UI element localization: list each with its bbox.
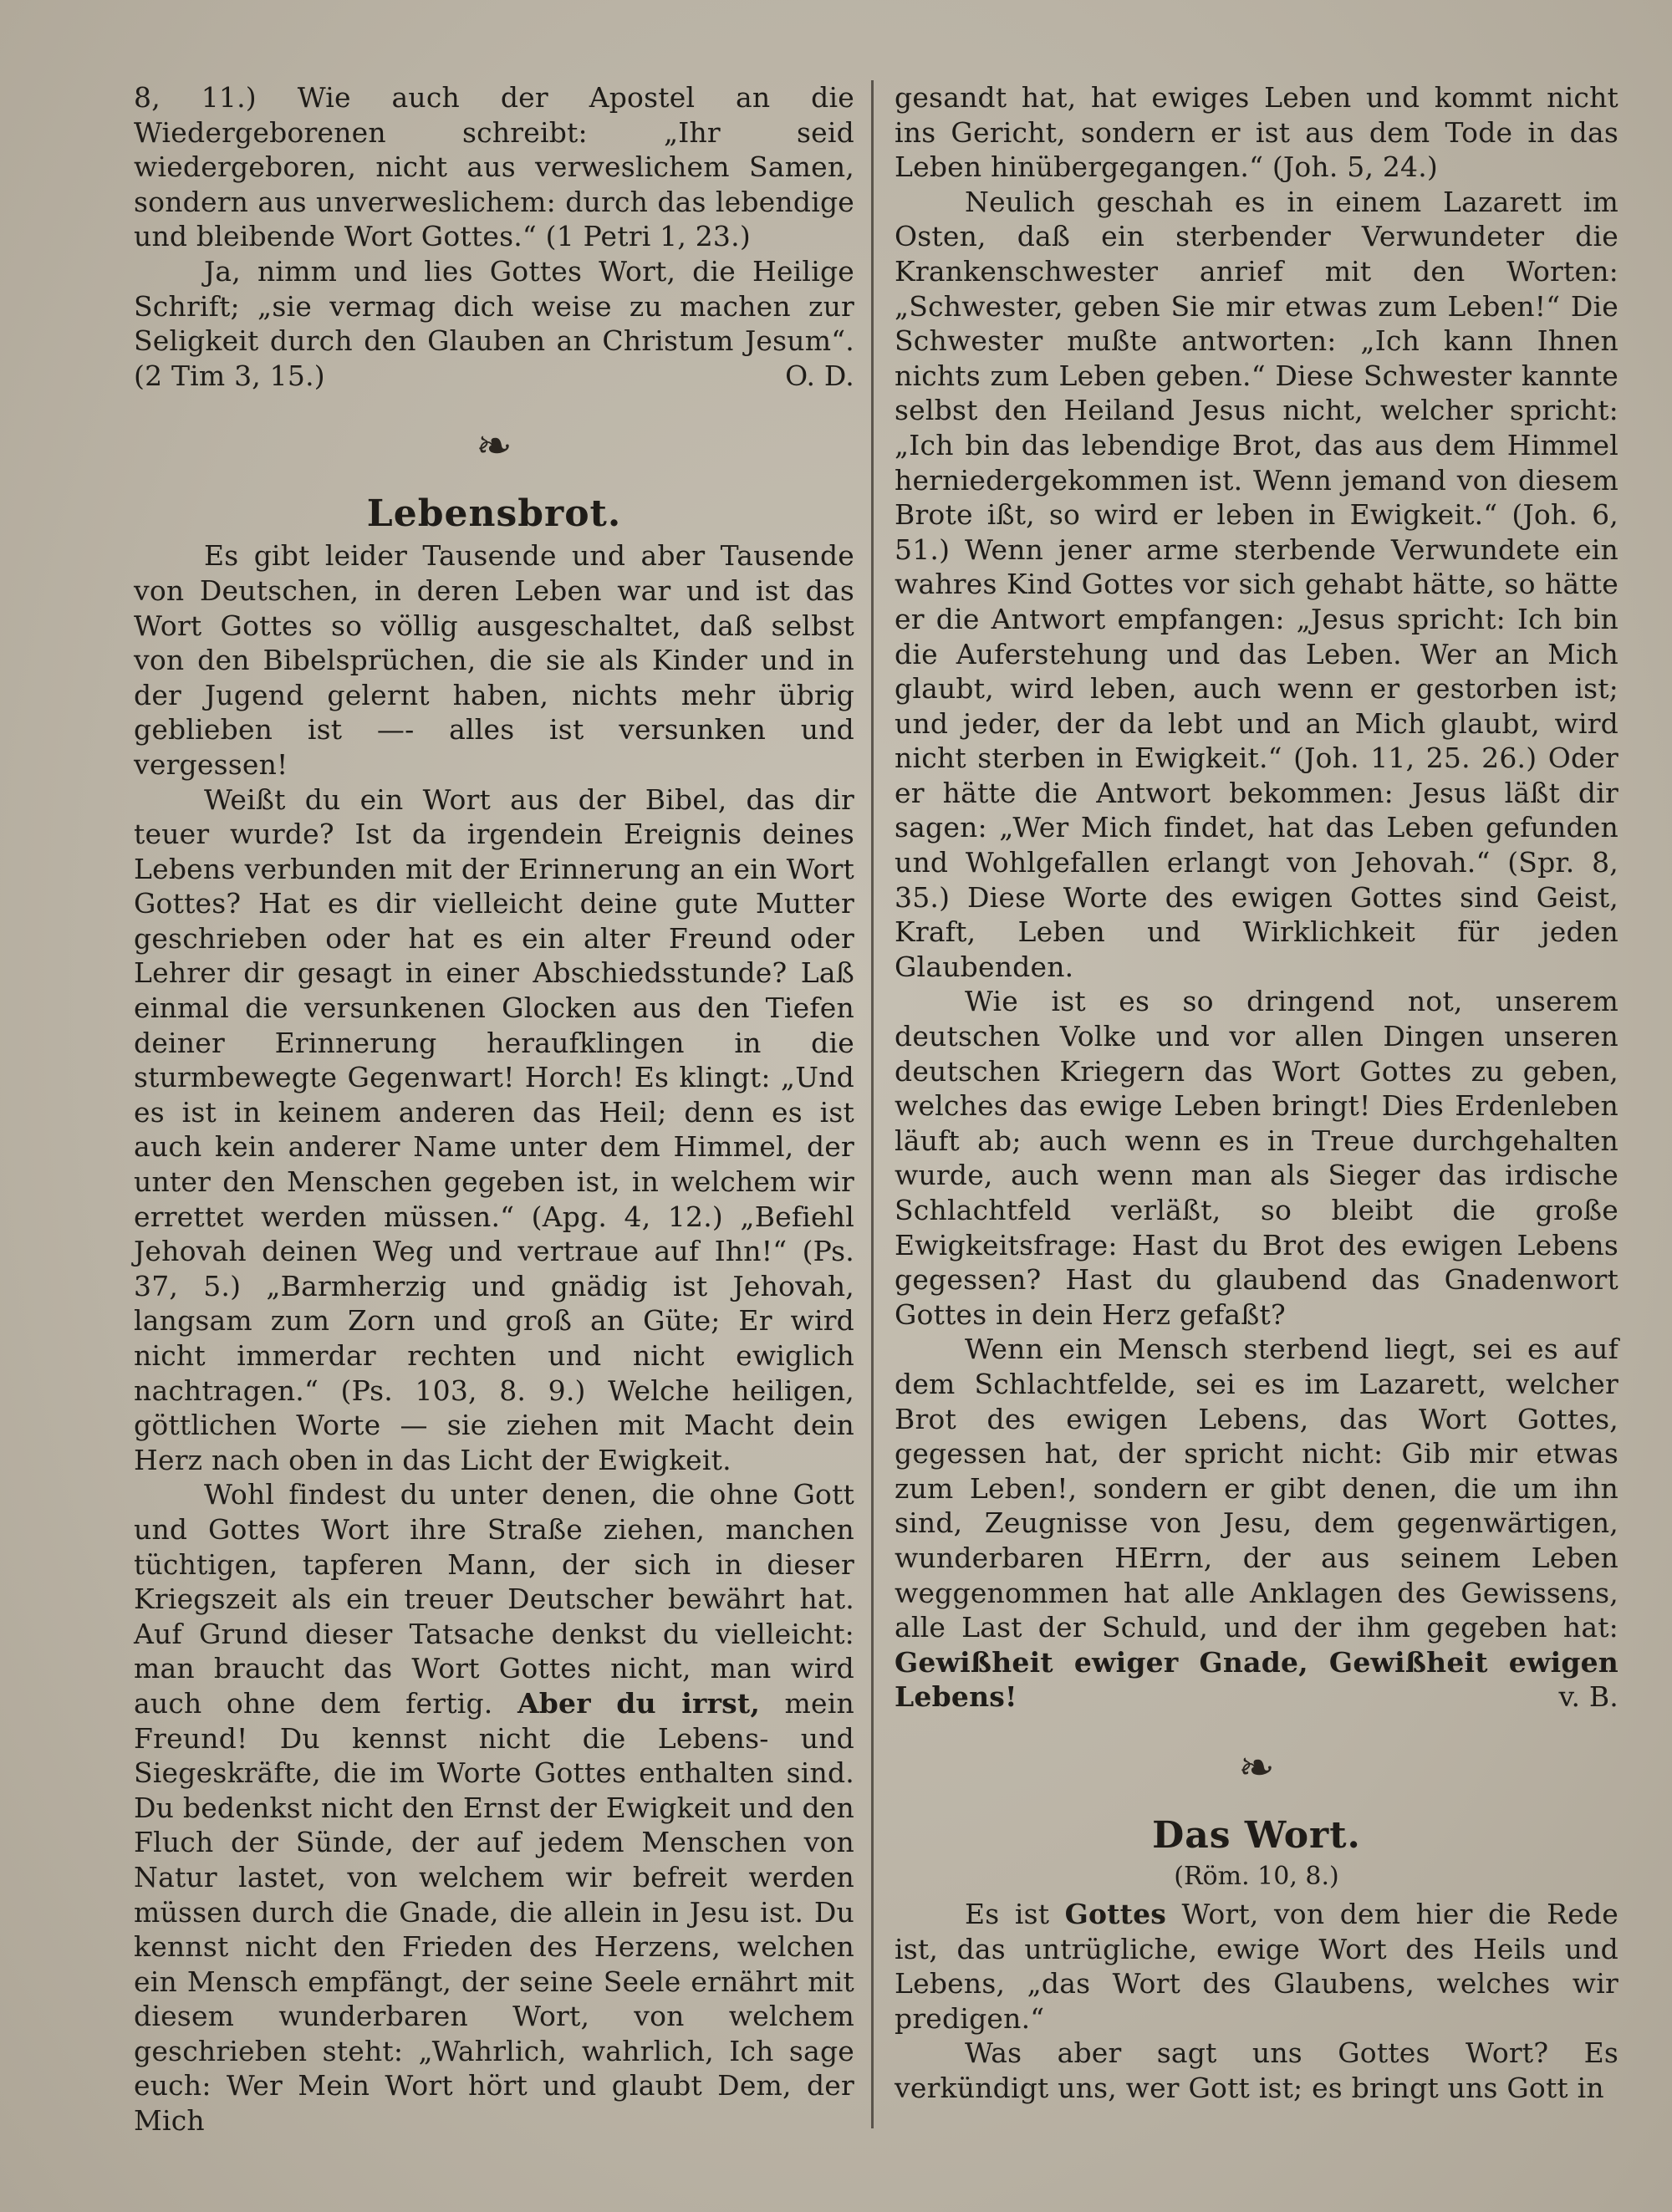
article-paragraph: Es gibt leider Tausende und aber Tausende von Deutschen, in deren Leben war und ist das Wort Gottes so völlig ausgeschaltet, daß selbst von den Bibelsprüchen, die sie als Kinder und in der Jugend gelernt haben, nichts mehr übrig geblieben ist —- alles ist versunken und vergessen!: [134, 539, 854, 781]
paragraph-text: Es ist: [965, 1897, 1050, 1930]
fleuron-ornament-icon: ❧: [1238, 1742, 1275, 1793]
emphasis-text: Gottes: [1064, 1897, 1167, 1930]
right-column: [895, 80, 1618, 2105]
article-title-lebensbrot: Lebensbrot.: [366, 492, 622, 536]
article-paragraph: Neulich geschah es in einem Lazarett im Osten, daß ein sterbender Verwundeter die Krankenschwester anrief mit den Worten: „Schwester, geben Sie mir etwas zum Leben!“ Die Schwester mußte antworten: „Ich kann Ihnen nichts zum Leben geben.“ Diese Schwester kannte selbst den Heiland Jesus nicht, welcher spricht: „Ich bin das lebendige Brot, das aus dem Himmel herniedergekommen ist. Wenn jemand von diesem Brote ißt, so wird er leben in Ewigkeit.“ (Joh. 6, 51.) Wenn jener arme sterbende Verwundete ein wahres Kind Gottes vor sich gehabt hätte, so hätte er die Antwort empfangen: „Jesus spricht: Ich bin die Auferstehung und das Leben. Wer an Mich glaubt, wird leben, auch wenn er gestorben ist; und jeder, der da lebt und an Mich glaubt, wird nicht sterben in Ewigkeit.“ (Joh. 11, 25. 26.) Oder er hätte die Antwort bekommen: Jesus läßt dir sagen: „Wer Mich findet, hat das Leben gefunden und Wohlgefallen erlangt von Jehovah.“ (Spr. 8, 35.) Diese Worte des ewigen Gottes sind Geist, Kraft, Leben und Wirklichkeit für jeden Glaubenden.: [895, 185, 1618, 983]
left-column: [134, 80, 854, 2138]
article-title-das-wort: Das Wort.: [1152, 1813, 1361, 1857]
emphasis-text: Aber du irrst,: [517, 1686, 761, 1720]
article-paragraph: Wie ist es so dringend not, unserem deutschen Volke und vor allen Dingen unseren deutschen Kriegern das Wort Gottes zu geben, welches das ewige Leben bringt! Dies Erdenleben läuft ab; auch wenn es in Treue durchgehalten wurde, auch wenn man als Sieger das irdische Schlachtfeld verläßt, so bleibt die große Ewigkeitsfrage: Hast du Brot des ewigen Lebens gegessen? Hast du glaubend das Gnadenwort Gottes in dein Herz gefaßt?: [895, 985, 1618, 1331]
signature: v. B.: [1558, 1680, 1618, 1714]
fleuron-ornament-icon: ❧: [476, 421, 512, 472]
paragraph-text: Ja, nimm und lies Gottes Wort, die Heilige Schrift; „sie vermag dich weise zu machen zur Seligkeit durch den Glauben an Christum Jesum“. (2 Tim 3, 15.): [134, 254, 854, 392]
paragraph-text: Wort, von dem hier die Rede ist, das untrügliche, ewige Wort des Heils und Lebens, „das Wort des Glaubens, welches wir predigen.“: [895, 1897, 1618, 2035]
emphasis-text: Gewißheit ewiger Gnade, Gewißheit ewigen Lebens!: [895, 1645, 1618, 1714]
signature: O. D.: [785, 359, 854, 392]
paragraph-text: Wohl findest du unter denen, die ohne Gott und Gottes Wort ihre Straße ziehen, manchen tüchtigen, tapferen Mann, der sich in dieser Kriegszeit als ein treuer Deutscher bewährt hat. Auf Grund dieser Tatsache denkst du vielleicht: man braucht das Wort Gottes nicht, man wird auch ohne dem fertig.: [134, 1478, 854, 1720]
scripture-reference: (Röm. 10, 8.): [1174, 1861, 1339, 1891]
paragraph-continuation: 8, 11.) Wie auch der Apostel an die Wiedergeborenen schreibt: „Ihr seid wiedergeboren, nicht aus verweslichem Samen, sondern aus unverweslichem: durch das lebendige und bleibende Wort Gottes.“ (1 Petri 1, 23.): [134, 81, 854, 253]
paragraph-text: mein Freund! Du kennst nicht die Lebens- und Siegeskräfte, die im Worte Gottes enthalten sind. Du bedenkst nicht den Ernst der Ewigkeit und den Fluch der Sünde, der auf jedem Menschen von Natur lastet, von welchem wir befreit werden müssen durch die Gnade, die allein in Jesu ist. Du kennst nicht den Frieden des Herzens, welchen ein Mensch empfängt, der seine Seele ernährt mit diesem wunderbaren Wort, von welchem geschrieben steht: „Wahrlich, wahrlich, Ich sage euch: Wer Mein Wort hört und glaubt Dem, der Mich: [134, 1686, 854, 2138]
paragraph-continuation: gesandt hat, hat ewiges Leben und kommt nicht ins Gericht, sondern er ist aus dem Tode in das Leben hinübergegangen.“ (Joh. 5, 24.): [895, 81, 1618, 184]
article-paragraph: Weißt du ein Wort aus der Bibel, das dir teuer wurde? Ist da irgendein Ereignis deines Lebens verbunden mit der Erinnerung an ein Wort Gottes? Hat es dir vielleicht deine gute Mutter geschrieben oder hat es ein alter Freund oder Lehrer dir gesagt in einer Abschiedsstunde? Laß einmal die versunkenen Glocken aus den Tiefen deiner Erinnerung heraufklingen in die sturmbewegte Gegenwart! Horch! Es klingt: „Und es ist in keinem anderen das Heil; denn es ist auch kein anderer Name unter dem Himmel, der unter den Menschen gegeben ist, in welchem wir errettet werden müssen.“ (Apg. 4, 12.) „Befiehl Jehovah deinen Weg und vertraue auf Ihn!“ (Ps. 37, 5.) „Barmherzig und gnädig ist Jehovah, langsam zum Zorn und groß an Güte; Er wird nicht immerdar rechten und nicht ewiglich nachtragen.“ (Ps. 103, 8. 9.) Welche heiligen, göttlichen Worte — sie ziehen mit Macht dein Herz nach oben in das Licht der Ewigkeit.: [134, 782, 854, 1476]
article-paragraph: [895, 1897, 1618, 2036]
column-divider: [871, 80, 874, 2128]
article-paragraph: [134, 1477, 854, 2138]
article-paragraph: [895, 1332, 1618, 1715]
paragraph-text: Wenn ein Mensch sterbend liegt, sei es auf dem Schlachtfelde, sei es im Lazarett, welcher Brot des ewigen Lebens, das Wort Gottes, gegessen hat, der spricht nicht: Gib mir etwas zum Leben!, sondern er gibt denen, die um ihn sind, Zeugnisse von Jesu, dem gegenwärtigen, wunderbaren HErrn, der aus seinem Leben weggenommen hat alle Anklagen des Gewissens, alle Last der Schuld, und der ihm gegeben hat:: [895, 1333, 1618, 1644]
article-paragraph: Was aber sagt uns Gottes Wort? Es verkündigt uns, wer Gott ist; es bringt uns Gott in: [895, 2036, 1618, 2104]
